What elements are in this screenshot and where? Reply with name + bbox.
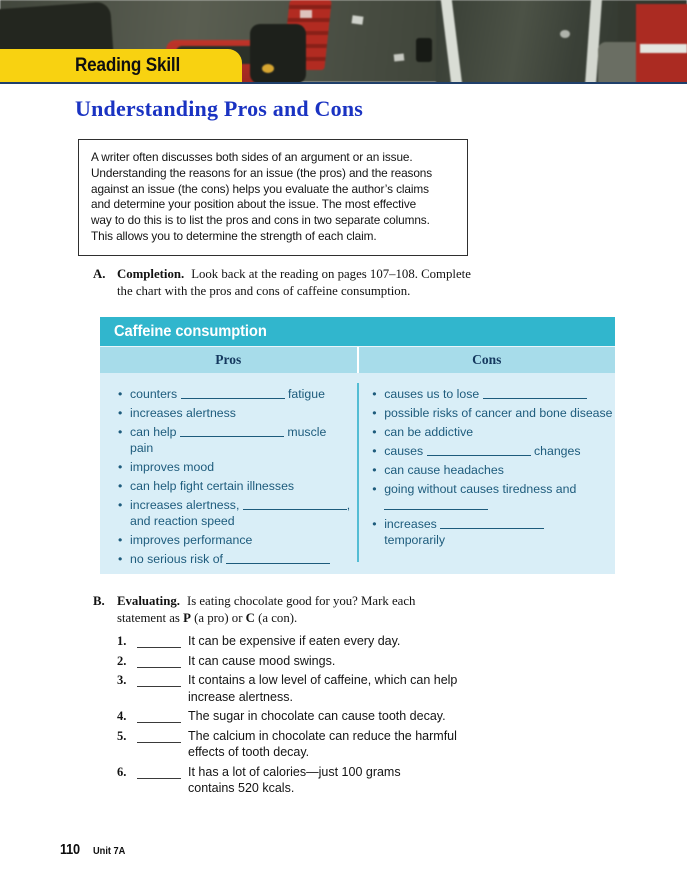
chart-bullet-item: • causes changes	[372, 443, 612, 459]
reading-skill-banner	[0, 49, 242, 82]
chart-bullet-item: • possible risks of cancer and bone disease	[372, 405, 612, 421]
section-heading: Completion.	[117, 267, 185, 281]
statement-number: 3.	[117, 673, 127, 687]
chart-header-row	[100, 346, 615, 373]
page-number: 110	[60, 841, 80, 858]
intro-text: A writer often discusses both sides of an argument or an issue. Understanding the reasons for an issue (the pros) and the reasons against an issue (the cons) helps you evaluate the author’s claims and determine your position about the issue. The most effective way to do this is to list the pros and cons in two separate columns. This allows you to determine the strength of each claim.	[91, 150, 433, 243]
section-instructions: Is eating chocolate good for you? Mark each statement as	[117, 594, 416, 625]
statement-text: It contains a low level of caffeine, which can help increase alertness.	[188, 673, 458, 704]
answer-blank	[137, 674, 181, 687]
banner-label: Reading Skill	[75, 55, 181, 76]
column-divider	[357, 383, 359, 562]
chart-bullet-item: • causes us to lose	[372, 386, 612, 402]
statement-text: The calcium in chocolate can reduce the harmful effects of tooth decay.	[188, 728, 457, 759]
fill-in-blank	[483, 388, 587, 399]
section-content	[117, 593, 415, 626]
chart-bullet-item: • can help fight certain illnesses	[118, 478, 350, 494]
fill-in-blank	[226, 553, 330, 564]
chart-body	[100, 373, 615, 574]
photo-shape	[394, 53, 405, 61]
chart-bullet-item: • increases temporarily	[372, 516, 612, 548]
chart-title-bar	[100, 317, 615, 346]
statement-row	[117, 653, 457, 670]
statement-text: It has a lot of calories—just 100 grams contains 520 kcals.	[188, 764, 401, 795]
photo-shape	[300, 10, 312, 18]
chart-bullet-item: • going without causes tiredness and	[372, 481, 612, 513]
statement-text: The sugar in chocolate can cause tooth decay.	[188, 709, 446, 723]
fill-in-blank	[384, 499, 488, 510]
unit-label: Unit 7A	[93, 845, 126, 857]
chart-bullet-item: • can help muscle pain	[118, 424, 350, 456]
statement-number: 2.	[117, 653, 127, 668]
section-b-evaluating	[93, 593, 415, 626]
statement-row	[117, 672, 457, 705]
fill-in-blank	[440, 518, 544, 529]
statement-number: 1.	[117, 634, 127, 648]
intro-box	[78, 139, 468, 256]
section-letter: A.	[93, 267, 106, 281]
chart-bullet-item: • can cause headaches	[372, 462, 612, 478]
fill-in-blank	[427, 445, 531, 456]
photo-shape	[560, 30, 570, 38]
chart-bullet-item: • no serious risk of	[118, 551, 350, 567]
answer-blank	[137, 730, 181, 743]
pro-mark-letter: P	[183, 610, 191, 625]
statement-text: It can be expensive if eaten every day.	[188, 634, 401, 648]
answer-blank	[137, 710, 181, 723]
statement-row	[117, 728, 457, 761]
section-letter: B.	[93, 594, 105, 608]
photo-shape	[351, 15, 363, 24]
photo-shape	[262, 64, 274, 73]
statement-row	[117, 708, 457, 725]
caffeine-chart	[100, 317, 615, 574]
statement-row	[117, 633, 457, 650]
cons-column	[354, 373, 616, 574]
answer-blank	[137, 635, 181, 648]
pros-column	[100, 373, 354, 574]
chart-bullet-item: • increases alertness, , and reaction speed	[118, 497, 350, 529]
page-title: Understanding Pros and Cons	[75, 96, 364, 121]
fill-in-blank	[243, 499, 347, 510]
chart-bullet-item: • improves mood	[118, 459, 350, 475]
answer-blank	[137, 766, 181, 779]
chart-bullet-item: • can be addictive	[372, 424, 612, 440]
section-instructions: Look back at the reading on pages 107–108. Complete the chart with the pros and cons of caffeine consumption.	[117, 267, 471, 298]
section-content	[117, 266, 471, 299]
evaluating-list	[117, 633, 457, 800]
fill-in-blank	[180, 426, 284, 437]
section-instructions: (a pro) or	[190, 610, 246, 625]
fill-in-blank	[181, 388, 285, 399]
photo-shape	[250, 24, 306, 84]
section-heading: Evaluating.	[117, 594, 180, 608]
cons-column-header: Cons	[357, 347, 616, 373]
chart-bullet-item: • improves performance	[118, 532, 350, 548]
section-instructions: (a con).	[254, 610, 298, 625]
chart-title: Caffeine consumption	[114, 323, 267, 340]
cons-list	[372, 386, 612, 548]
chart-bullet-item: • increases alertness	[118, 405, 350, 421]
section-a-completion	[93, 266, 471, 299]
statement-row	[117, 764, 457, 797]
chart-bullet-item: • counters fatigue	[118, 386, 350, 402]
answer-blank	[137, 655, 181, 668]
statement-number: 6.	[117, 764, 127, 779]
con-mark-letter: C	[245, 610, 255, 625]
page-footer	[60, 841, 130, 859]
pros-list	[118, 386, 350, 567]
statement-number: 4.	[117, 709, 127, 723]
pros-column-header: Pros	[215, 352, 242, 367]
statement-number: 5.	[117, 728, 127, 743]
photo-shape	[416, 38, 432, 62]
photo-shape	[640, 44, 687, 53]
statement-text: It can cause mood swings.	[188, 653, 336, 668]
